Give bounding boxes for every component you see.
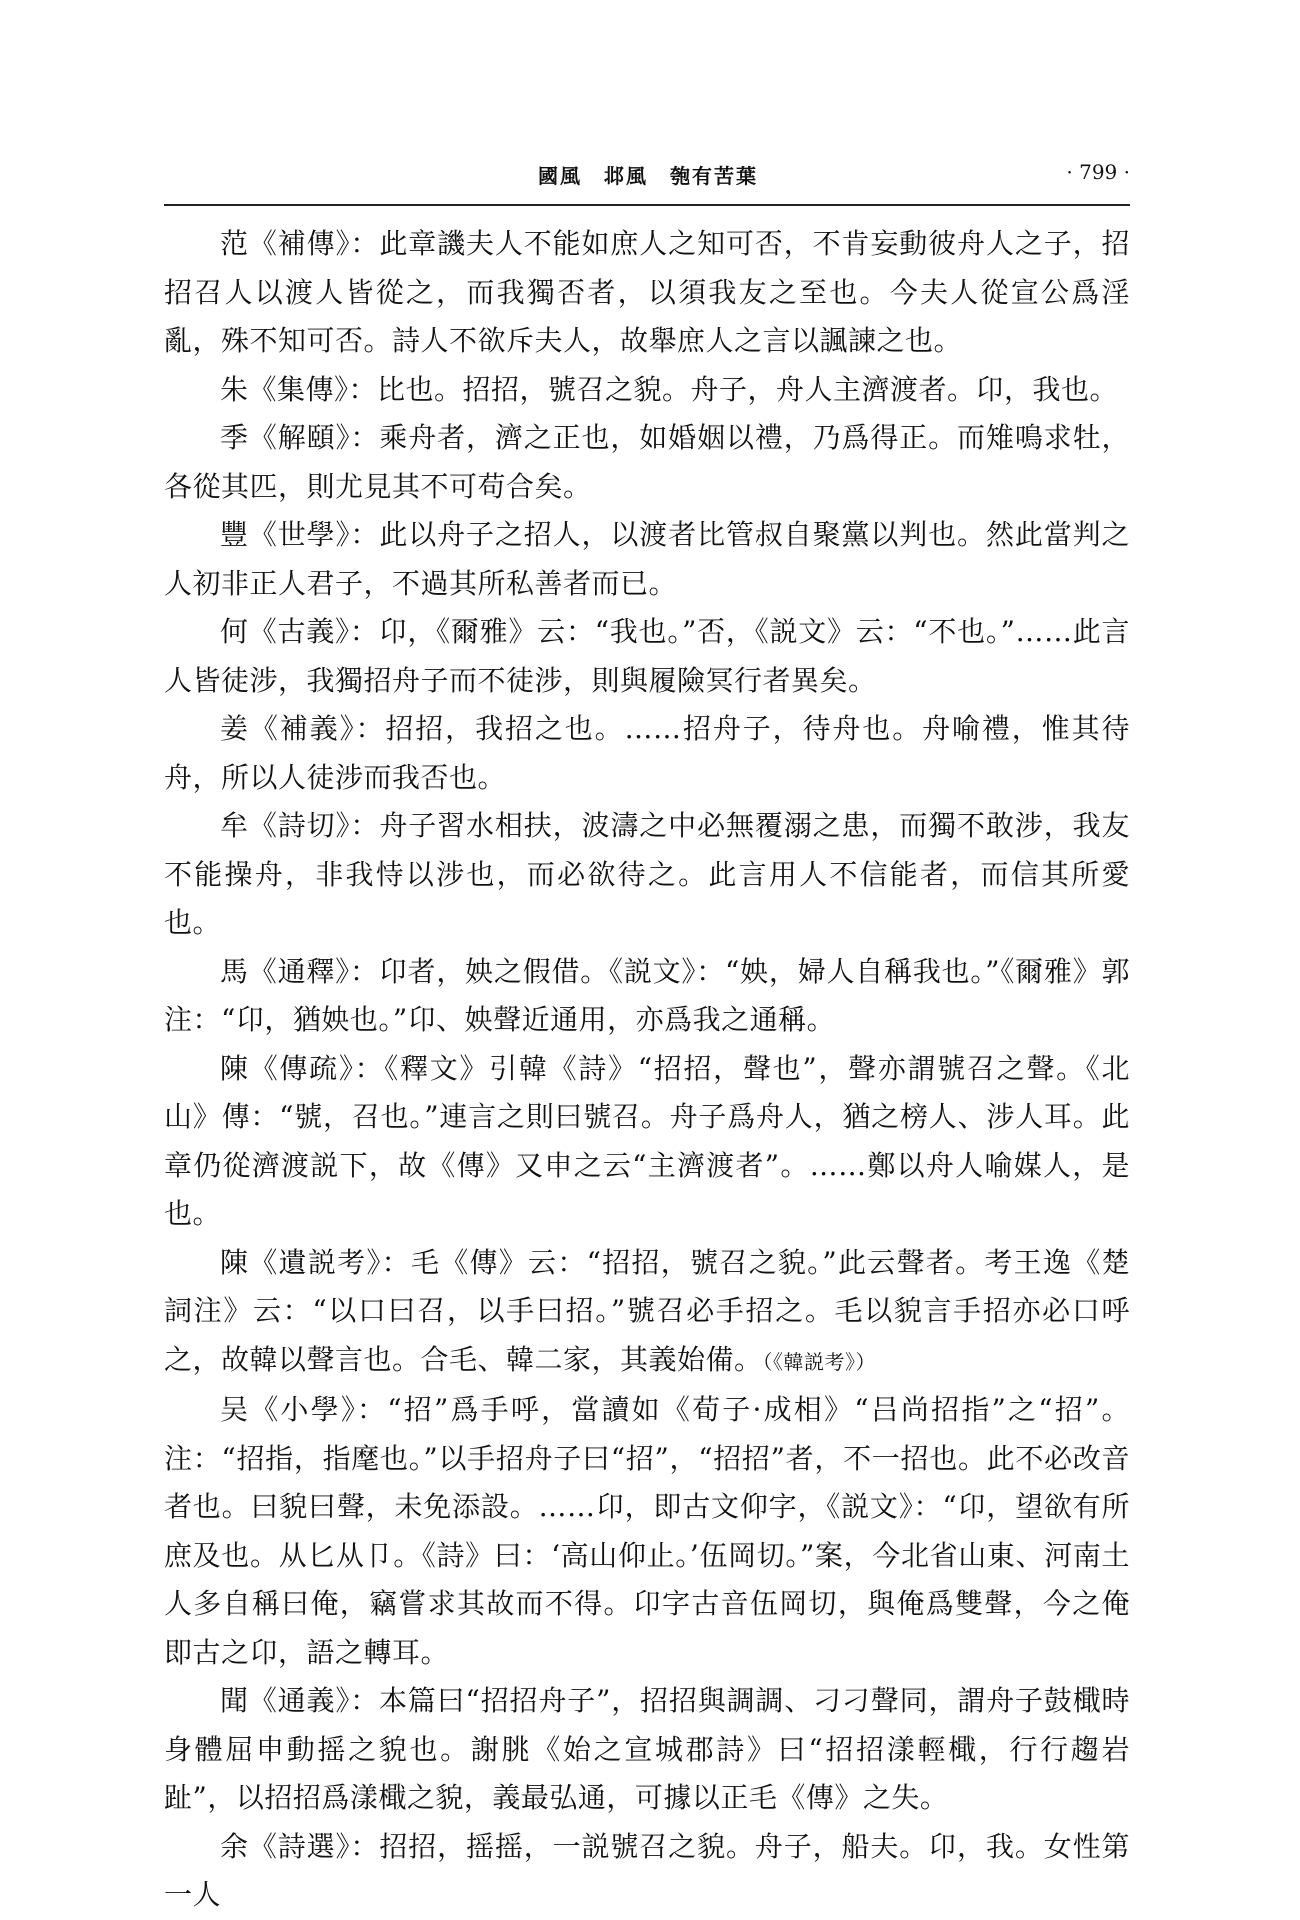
paragraph-wen: 聞《通義》：本篇曰“招招舟子”，招招與調調、刁刁聲同，謂舟子鼓檝時身體屈申動摇之貌也。謝朓《始之宣城郡詩》曰“招招漾輕檝，行行趨岩趾”，以招招爲漾檝之貌，義最弘通，可據以正毛《傳》之失。	[164, 1684, 1130, 1814]
body-text	[164, 220, 1130, 1920]
running-header	[164, 160, 1130, 190]
paragraph-yu: 余《詩選》：招招，摇摇，一説號召之貌。舟子，船夫。卬，我。女性第一人	[164, 1829, 1130, 1911]
paragraph-he: 何《古義》：卬，《爾雅》云：“我也。”否，《説文》云：“不也。”……此言人皆徒涉，我獨招舟子而不徒涉，則與履險冥行者異矣。	[164, 615, 1130, 697]
paragraph-jiang: 姜《補義》：招招，我招之也。……招舟子，待舟也。舟喻禮，惟其待舟，所以人徒涉而我否也。	[164, 712, 1130, 794]
paragraph-chen-yishuokao-text: 陳《遺説考》：毛《傳》云：“招招，號召之貌。”此云聲者。考王逸《楚詞注》云：“以口曰召，以手曰招。”號召必手招之。毛以貌言手招亦必口呼之，故韓以聲言也。合毛、韓二家，其義始備。	[164, 1245, 1130, 1376]
header-title: 國風 邶風 匏有苦葉	[538, 164, 758, 188]
paragraph-mou: 牟《詩切》：舟子習水相扶，波濤之中必無覆溺之患，而獨不敢涉，我友不能操舟，非我恃以涉也，而必欲待之。此言用人不信能者，而信其所愛也。	[164, 809, 1130, 939]
paragraph-feng: 豐《世學》：此以舟子之招人，以渡者比管叔自聚黨以判也。然此當判之人初非正人君子，不過其所私善者而已。	[164, 518, 1130, 600]
paragraph-zhu: 朱《集傳》：比也。招招，號召之貌。舟子，舟人主濟渡者。卬，我也。	[220, 372, 1119, 406]
paragraph-wu: 吴《小學》：“招”爲手呼，當讀如《荀子·成相》“吕尚招指”之“招”。注：“招指，指麾也。”以手招舟子曰“招”，“招招”者，不一招也。此不必改音者也。曰貌曰聲，未免添設。……卬，即古文仰字，《説文》：“卬，望欲有所庶及也。从匕从卩。《詩》曰：‘高山仰止。’伍岡切。”案，今北省山東、河南土人多自稱曰俺，竊嘗求其故而不得。卬字古音伍岡切，與俺爲雙聲，今之俺即古之卬，語之轉耳。	[164, 1393, 1130, 1669]
paragraph-ji: 季《解頤》：乘舟者，濟之正也，如婚姻以禮，乃爲得正。而雉鳴求牡，各從其匹，則尤見其不可苟合矣。	[164, 421, 1130, 503]
header-rule	[164, 204, 1130, 206]
paragraph-chen-chuanshu: 陳《傳疏》：《釋文》引韓《詩》“招招，聲也”，聲亦謂號召之聲。《北山》傳：“號，召也。”連言之則曰號召。舟子爲舟人，猶之榜人、涉人耳。此章仍從濟渡説下，故《傳》又申之云“主濟渡者”。……鄭以舟人喻媒人，是也。	[164, 1051, 1130, 1230]
page-number: · 799 ·	[1066, 160, 1130, 184]
paragraph-chen-yishuokao	[164, 1239, 1130, 1387]
paragraph-ma: 馬《通釋》：卬者，姎之假借。《説文》：“姎，婦人自稱我也。”《爾雅》郭注：“卬，猶姎也。”卬、姎聲近通用，亦爲我之通稱。	[164, 954, 1130, 1036]
citation-note: （《韓説考》）	[762, 1349, 877, 1374]
paragraph-fan: 范《補傳》：此章譏夫人不能如庶人之知可否，不肯妄動彼舟人之子，招招召人以渡人皆從之，而我獨否者，以須我友之至也。今夫人從宣公爲淫亂，殊不知可否。詩人不欲斥夫人，故舉庶人之言以諷諫之也。	[164, 227, 1130, 357]
